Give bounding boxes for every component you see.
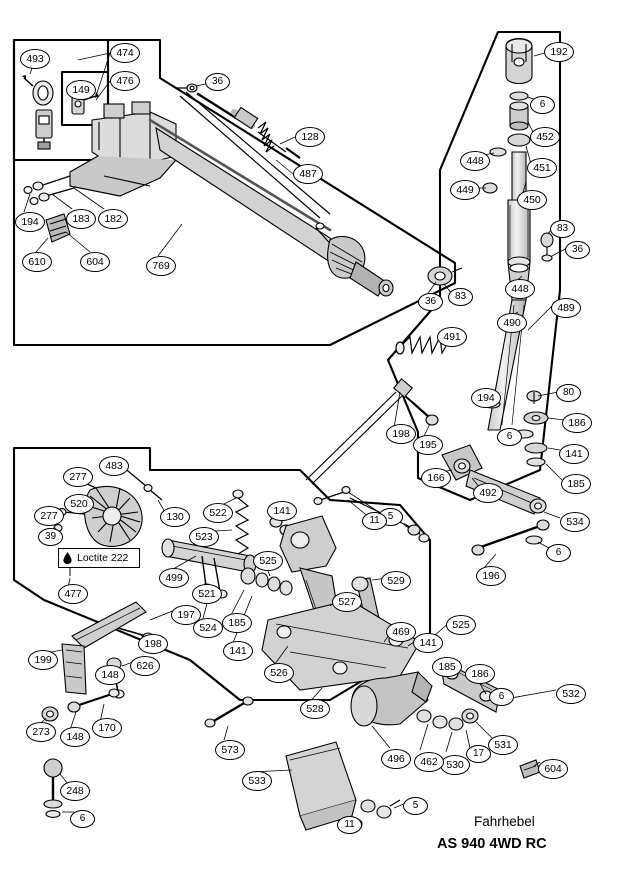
callout-450: 450 — [517, 190, 547, 210]
callout-487: 487 — [293, 164, 323, 184]
callout-196: 196 — [476, 566, 506, 586]
callout-528: 528 — [300, 699, 330, 719]
callout-277: 277 — [63, 467, 93, 487]
callout-186: 186 — [562, 413, 592, 433]
callout-477: 477 — [58, 584, 88, 604]
callout-769: 769 — [146, 256, 176, 276]
callout-490: 490 — [497, 313, 527, 333]
callout-525: 525 — [253, 551, 283, 571]
callout-449: 449 — [450, 180, 480, 200]
callout-185: 185 — [222, 613, 252, 633]
callout-148: 148 — [60, 727, 90, 747]
callout-573: 573 — [215, 740, 245, 760]
callout-130: 130 — [160, 507, 190, 527]
callout-185: 185 — [432, 657, 462, 677]
callout-523: 523 — [189, 527, 219, 547]
callout-451: 451 — [527, 158, 557, 178]
callout-5: 5 — [378, 508, 403, 526]
callout-194: 194 — [15, 212, 45, 232]
callout-6: 6 — [497, 428, 522, 446]
callout-469: 469 — [386, 622, 416, 642]
loctite-label: Loctite 222 — [77, 552, 129, 564]
callout-195: 195 — [413, 435, 443, 455]
callout-17: 17 — [466, 745, 491, 763]
callout-83: 83 — [448, 288, 473, 306]
callout-474: 474 — [110, 43, 140, 63]
callout-483: 483 — [99, 456, 129, 476]
callout-476: 476 — [110, 71, 140, 91]
callout-6: 6 — [70, 810, 95, 828]
callout-182: 182 — [98, 209, 128, 229]
callout-6: 6 — [489, 688, 514, 706]
callout-80: 80 — [556, 384, 581, 402]
callout-199: 199 — [28, 650, 58, 670]
callout-521: 521 — [192, 584, 222, 604]
callout-499: 499 — [159, 568, 189, 588]
callout-491: 491 — [437, 327, 467, 347]
callout-534: 534 — [560, 512, 590, 532]
callout-527: 527 — [332, 592, 362, 612]
callout-530: 530 — [440, 755, 470, 775]
callout-6: 6 — [530, 96, 555, 114]
callout-248: 248 — [60, 781, 90, 801]
callout-529: 529 — [381, 571, 411, 591]
callout-148: 148 — [95, 665, 125, 685]
loctite-note-box — [58, 548, 140, 568]
callout-198: 198 — [138, 634, 168, 654]
callout-170: 170 — [92, 718, 122, 738]
callout-183: 183 — [66, 209, 96, 229]
callout-492: 492 — [473, 483, 503, 503]
callout-194: 194 — [471, 388, 501, 408]
callout-531: 531 — [488, 735, 518, 755]
callout-141: 141 — [223, 641, 253, 661]
callout-273: 273 — [26, 722, 56, 742]
callout-626: 626 — [130, 656, 160, 676]
callout-11: 11 — [337, 816, 362, 834]
callout-277: 277 — [34, 506, 64, 526]
callout-192: 192 — [544, 42, 574, 62]
callout-141: 141 — [413, 633, 443, 653]
callout-493: 493 — [20, 49, 50, 69]
callout-524: 524 — [193, 618, 223, 638]
callout-36: 36 — [565, 241, 590, 259]
callout-462: 462 — [414, 752, 444, 772]
callout-166: 166 — [421, 468, 451, 488]
callout-526: 526 — [264, 663, 294, 683]
callout-5: 5 — [403, 797, 428, 815]
callout-83: 83 — [550, 220, 575, 238]
callout-149: 149 — [66, 80, 96, 100]
callout-496: 496 — [381, 749, 411, 769]
title-line-1: Fahrhebel — [474, 814, 535, 829]
callout-6: 6 — [546, 544, 571, 562]
callout-452: 452 — [530, 127, 560, 147]
callout-525: 525 — [446, 615, 476, 635]
title-line-2: AS 940 4WD RC — [437, 836, 547, 852]
callout-533: 533 — [242, 771, 272, 791]
callout-197: 197 — [171, 605, 201, 625]
drop-icon — [63, 552, 72, 564]
callout-39: 39 — [38, 528, 63, 546]
callout-532: 532 — [556, 684, 586, 704]
callout-141: 141 — [559, 444, 589, 464]
callout-522: 522 — [203, 503, 233, 523]
callout-36: 36 — [418, 293, 443, 311]
callout-448: 448 — [460, 151, 490, 171]
callout-604: 604 — [538, 759, 568, 779]
callout-610: 610 — [22, 252, 52, 272]
callout-604: 604 — [80, 252, 110, 272]
callout-520: 520 — [64, 494, 94, 514]
callout-141: 141 — [267, 501, 297, 521]
callout-36: 36 — [205, 73, 230, 91]
callout-198: 198 — [386, 424, 416, 444]
callout-186: 186 — [465, 664, 495, 684]
callout-489: 489 — [551, 298, 581, 318]
callout-128: 128 — [295, 127, 325, 147]
callout-185: 185 — [561, 474, 591, 494]
callout-448: 448 — [505, 279, 535, 299]
callout-11: 11 — [362, 512, 387, 530]
